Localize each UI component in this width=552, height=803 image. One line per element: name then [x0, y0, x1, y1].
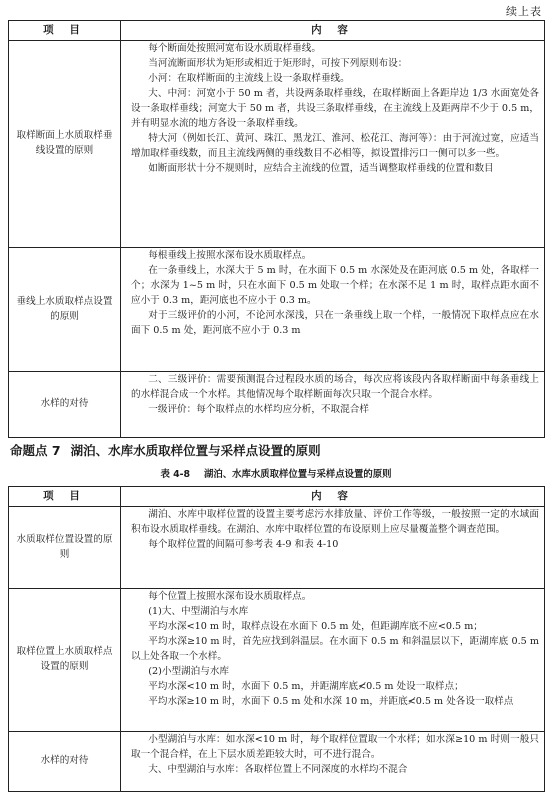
content-paragraph: 大、中型湖泊与水库：各取样位置上不同深度的水样均不混合 [148, 763, 408, 775]
header-item: 项 目 [9, 21, 121, 41]
header-item: 项 目 [9, 487, 121, 507]
content-paragraph: 每个位置上按照水深布设水质取样点。 [148, 591, 312, 602]
content-paragraph: 每个取样位置的间隔可参考表 4-9 和表 4-10 [148, 538, 339, 550]
table-header-row [9, 487, 545, 507]
content-paragraph: 平均水深≥10 m 时，首先应找到斜温层。在水面下 0.5 m 和斜温层以下，距湖库底 0.5 m 以上处各取一个水样。 [131, 635, 539, 662]
content-paragraph: 二、三级评价：需要预测混合过程段水质的场合，每次应将该段内各取样断面中每条垂线上的水样混合成一个水样。其他情况每个取样断面每次只取一个混合水样。 [131, 374, 539, 400]
header-content: 内 容 [121, 487, 545, 507]
row-content [121, 507, 545, 589]
content-paragraph: 平均水深<10 m 时，取样点设在水面下 0.5 m 处，但距湖库底不应<0.5 m； [148, 620, 483, 632]
row-label: 垂线上水质取样点设置的原则 [9, 248, 121, 372]
table-row [9, 41, 545, 248]
content-paragraph: 对于三级评价的小河，不论河水深浅，只在一条垂线上取一个样，一般情况下取样点应在水面下 0.5 m 处，距河底不应小于 0.3 m [131, 309, 539, 336]
table-caption-title: 湖泊、水库水质取样位置与采样点设置的原则 [204, 469, 392, 480]
table-row [9, 507, 545, 589]
table-row [9, 589, 545, 732]
content-paragraph: (2)小型湖泊与水库 [148, 665, 230, 677]
content-paragraph: 湖泊、水库中取样位置的设置主要考虑污水排放量、评价工作等级，一般按照一定的水域面积布设水质取样垂线。在湖泊、水库中取样位置的布设原则上应尽量覆盖整个调查范围。 [131, 509, 539, 535]
content-paragraph: 小河：在取样断面的主流线上设一条取样垂线。 [148, 72, 350, 84]
row-content [121, 589, 545, 732]
row-label: 取样位置上水质取样点设置的原则 [9, 589, 121, 732]
content-paragraph: 在一条垂线上，水深大于 5 m 时，在水面下 0.5 m 水深处及在距河底 0.5 m 处，各取样一个；水深为 1~5 m 时，只在水面下 0.5 m 处取一个样；在水深不足 1 m 时，取样点距水面不应小于 0.3 m，距河底也不应小于 0.3 m。 [131, 264, 539, 306]
table-row [9, 248, 545, 372]
table-row [9, 372, 545, 438]
content-paragraph: 每根垂线上按照水深布设水质取样点。 [148, 250, 312, 261]
row-content [121, 732, 545, 792]
row-content [121, 372, 545, 438]
content-paragraph: 平均水深<10 m 时，水面下 0.5 m，并距湖库底≮0.5 m 处设一取样点； [148, 680, 464, 692]
content-paragraph: 当河流断面形状为矩形或相近于矩形时，可按下列原则布设： [148, 57, 408, 69]
row-label: 水样的对待 [9, 732, 121, 792]
content-paragraph: 小型湖泊与水库：如水深<10 m 时，每个取样位置取一个水样；如水深≥10 m 时则一般只取一个混合样，在上下层水质差距较大时，可不进行混合。 [131, 734, 539, 760]
content-paragraph: 如断面形状十分不规则时，应结合主流线的位置，适当调整取样垂线的位置和数目 [148, 162, 494, 174]
content-paragraph: 平均水深≥10 m 时，水面下 0.5 m 处和水深 10 m，并距底≮0.5 m 处各设一取样点 [148, 695, 514, 707]
row-label: 取样断面上水质取样垂线设置的原则 [9, 41, 121, 248]
river-sampling-table [8, 20, 545, 438]
continuation-label: 续上表 [506, 5, 542, 18]
table-row [9, 732, 545, 792]
row-content [121, 248, 545, 372]
header-content: 内 容 [121, 21, 545, 41]
content-paragraph: 特大河（例如长江、黄河、珠江、黑龙江、淮河、松花江、海河等）：由于河流过宽，应适当增加取样垂线数，而且主流线两侧的垂线数目不必相等，拟设置排污口一侧可以多一些。 [131, 132, 539, 159]
content-paragraph: 大、中河：河宽小于 50 m 者，共设两条取样垂线，在取样断面上各距岸边 1/3 水面宽处各设一条取样垂线；河宽大于 50 m 者，共设三条取样垂线，在主流线上及距两岸不少于 0.5 m，并有明显水流的地方各设一条取样垂线。 [131, 87, 539, 129]
content-paragraph: 一级评价：每个取样点的水样均应分析，不取混合样 [148, 403, 369, 415]
section-number: 命题点 7 [10, 443, 61, 458]
table-caption [0, 466, 552, 480]
row-label: 水质取样位置设置的原则 [9, 507, 121, 589]
section-title: 湖泊、水库水质取样位置与采样点设置的原则 [70, 443, 321, 458]
table-caption-number: 表 4-8 [160, 469, 191, 480]
content-paragraph: 每个断面处按照河宽布设水质取样垂线。 [148, 43, 321, 54]
lake-sampling-table [8, 486, 545, 792]
content-paragraph: (1)大、中型湖泊与水库 [148, 605, 249, 617]
section-heading [10, 441, 321, 459]
table-header-row [9, 21, 545, 41]
row-label: 水样的对待 [9, 372, 121, 438]
row-content [121, 41, 545, 248]
